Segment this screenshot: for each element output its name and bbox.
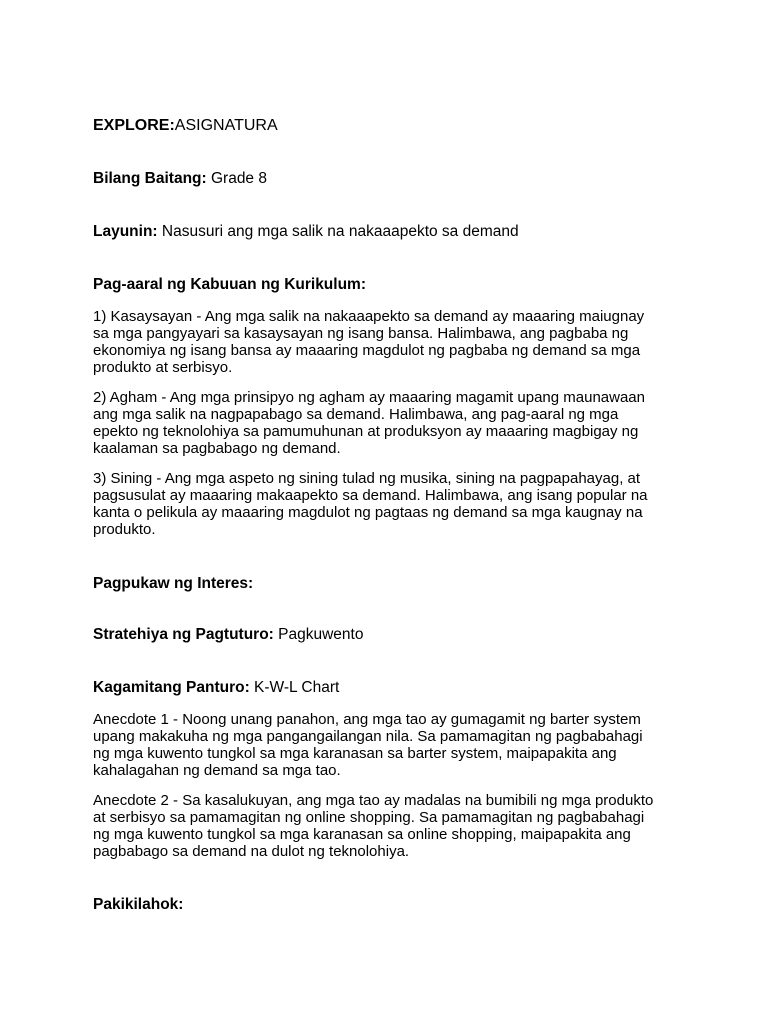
title-label: EXPLORE: <box>93 117 175 134</box>
material-line <box>93 679 339 696</box>
document-title <box>93 117 278 134</box>
material-label: Kagamitang Panturo: <box>93 679 250 696</box>
strategy-value: Pagkuwento <box>273 626 364 643</box>
participation-heading: Pakikilahok: <box>93 896 184 913</box>
grade-value: Grade 8 <box>206 170 267 187</box>
interest-heading: Pagpukaw ng Interes: <box>93 575 254 592</box>
curriculum-item-science: 2) Agham - Ang mga prinsipyo ng agham ay maaaring magamit upang maunawaan ang mga salik na nagpapabago sa demand. Halimbawa, ang pag-aaral ng mga epekto ng teknolohiya sa pamumuhunan at produksyon ay maaaring magbigay ng kaalaman sa pagbabago ng demand. <box>93 389 645 457</box>
material-value: K-W-L Chart <box>249 679 340 696</box>
curriculum-heading: Pag-aaral ng Kabuuan ng Kurikulum: <box>93 276 366 293</box>
objective-value: Nasusuri ang mga salik na nakaaapekto sa demand <box>157 223 519 240</box>
curriculum-item-arts: 3) Sining - Ang mga aspeto ng sining tulad ng musika, sining na pagpapahayag, at pagsusulat ay maaaring makaapekto sa demand. Halimbawa, ang isang popular na kanta o pelikula ay maaaring magdulot ng pagtaas ng demand sa mga kaugnay na produkto. <box>93 470 648 538</box>
title-value: ASIGNATURA <box>174 117 278 134</box>
objective-label: Layunin: <box>93 223 158 240</box>
strategy-label: Stratehiya ng Pagtuturo: <box>93 626 274 643</box>
anecdote-2: Anecdote 2 - Sa kasalukuyan, ang mga tao ay madalas na bumibili ng mga produkto at serbisyo sa pamamagitan ng online shopping. Sa pamamagitan ng pagbabahagi ng mga kuwento tungkol sa mga karanasan sa online shopping, maipapakita ang pagbabago sa demand na dulot ng teknolohiya. <box>93 792 654 860</box>
strategy-line <box>93 626 363 643</box>
curriculum-item-history: 1) Kasaysayan - Ang mga salik na nakaaapekto sa demand ay maaaring maiugnay sa mga pangyayari sa kasaysayan ng isang bansa. Halimbawa, ang pagbaba ng ekonomiya ng isang bansa ay maaaring magdulot ng pagbaba ng demand sa mga produkto at serbisyo. <box>93 308 645 376</box>
grade-line <box>93 170 267 187</box>
objective-line <box>93 223 519 240</box>
anecdote-1: Anecdote 1 - Noong unang panahon, ang mga tao ay gumagamit ng barter system upang makakuha ng mga pangangailangan nila. Sa pamamagitan ng pagbabahagi ng mga kuwento tungkol sa mga karanasan sa barter system, maipapakita ang kahalagahan ng demand sa mga tao. <box>93 711 643 779</box>
grade-label: Bilang Baitang: <box>93 170 207 187</box>
